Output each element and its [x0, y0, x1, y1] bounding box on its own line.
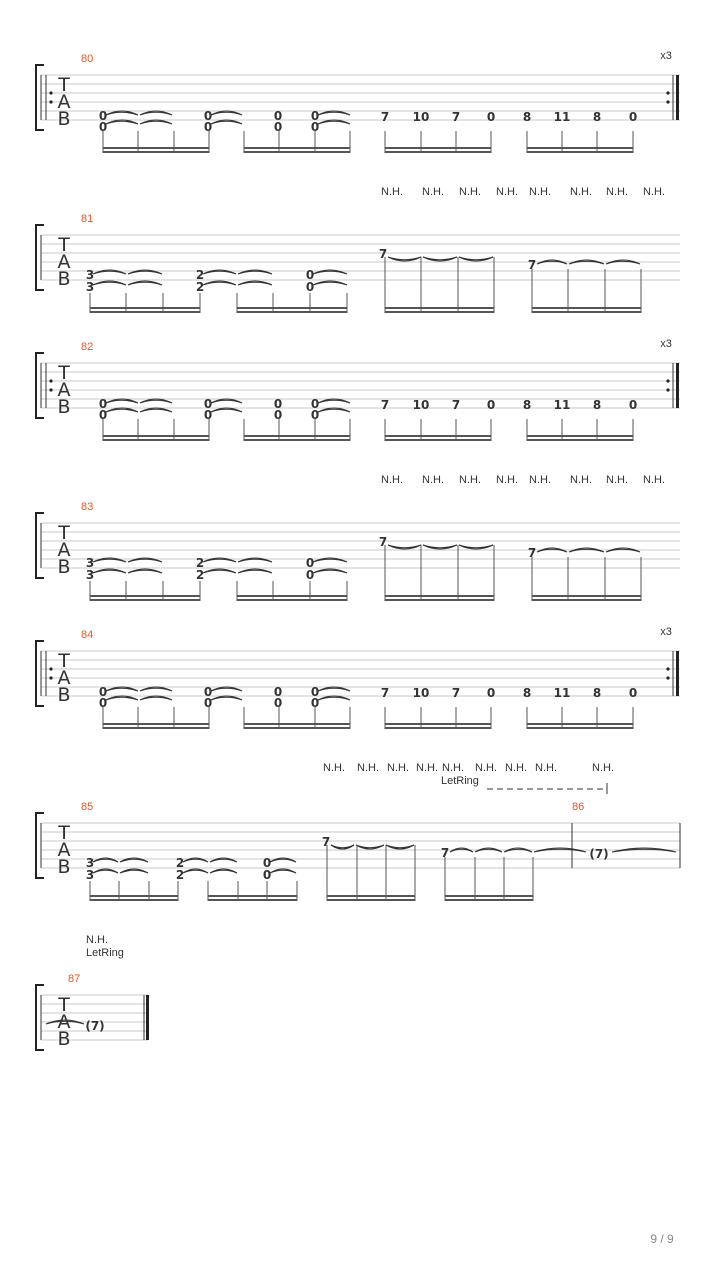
fret-number: 0 — [310, 109, 320, 123]
fret-number: 0 — [273, 408, 283, 422]
tie-arc — [318, 696, 350, 700]
tie-arc — [211, 408, 242, 412]
tab-clef-t: T — [58, 650, 70, 672]
fret-number: 7 — [378, 535, 388, 549]
natural-harmonic-label: N.H. — [535, 762, 557, 774]
tie-arc — [388, 257, 421, 261]
fret-number: 0 — [310, 685, 320, 699]
repeat-count: x3 — [660, 626, 672, 638]
tab-clef-b: B — [57, 556, 71, 578]
natural-harmonic-label: N.H. — [606, 186, 628, 198]
fret-number: 0 — [310, 696, 320, 710]
natural-harmonic-label: N.H. — [529, 186, 551, 198]
tie-arc — [318, 120, 350, 124]
tie-arc — [238, 569, 272, 573]
repeat-dot — [666, 676, 669, 679]
fret-number: 2 — [195, 268, 205, 282]
natural-harmonic-label: N.H. — [387, 762, 409, 774]
fret-number: 11 — [553, 398, 571, 412]
repeat-dot — [666, 100, 669, 103]
repeat-dot — [49, 379, 52, 382]
fret-number: 0 — [98, 120, 108, 134]
repeat-dot — [666, 388, 669, 391]
fret-number: 0 — [305, 568, 315, 582]
tab-clef-a: A — [57, 1011, 71, 1033]
fret-number: 0 — [273, 120, 283, 134]
fret-number: 2 — [195, 556, 205, 570]
tab-clef-a: A — [57, 379, 71, 401]
fret-number: 0 — [273, 397, 283, 411]
tie-arc — [211, 399, 242, 403]
natural-harmonic-label: N.H. — [459, 186, 481, 198]
tie-arc — [140, 399, 172, 403]
fret-number: (7) — [85, 1019, 105, 1033]
let-ring-label: LetRing — [86, 947, 124, 959]
tie-arc — [128, 569, 162, 573]
fret-number: 3 — [85, 556, 95, 570]
fret-number: 0 — [305, 556, 315, 570]
fret-number: 0 — [305, 268, 315, 282]
final-barline — [146, 995, 149, 1040]
natural-harmonic-label: N.H. — [381, 474, 403, 486]
fret-number: 7 — [451, 686, 461, 700]
tab-clef-t: T — [58, 362, 70, 384]
natural-harmonic-label: N.H. — [422, 474, 444, 486]
fret-number: 0 — [203, 397, 213, 411]
fret-number: 2 — [195, 568, 205, 582]
fret-number: 0 — [98, 696, 108, 710]
tie-arc — [140, 687, 172, 691]
fret-number: 0 — [486, 110, 496, 124]
fret-number: 3 — [85, 856, 95, 870]
final-barline — [676, 363, 679, 408]
tie-arc — [423, 545, 457, 549]
fret-number: 7 — [451, 110, 461, 124]
fret-number: 7 — [378, 247, 388, 261]
final-barline — [676, 75, 679, 120]
tie-arc — [211, 696, 242, 700]
fret-number: 8 — [592, 398, 602, 412]
fret-number: 0 — [310, 408, 320, 422]
natural-harmonic-label: N.H. — [496, 474, 518, 486]
fret-number: 0 — [98, 397, 108, 411]
fret-number: 0 — [486, 686, 496, 700]
fret-number: 3 — [85, 268, 95, 282]
fret-number: 0 — [628, 398, 638, 412]
natural-harmonic-label: N.H. — [592, 762, 614, 774]
natural-harmonic-label: N.H. — [381, 186, 403, 198]
tab-clef-t: T — [58, 822, 70, 844]
fret-number: 10 — [412, 398, 430, 412]
fret-number: 7 — [527, 258, 537, 272]
tie-arc — [388, 545, 421, 549]
tie-arc — [211, 120, 242, 124]
measure-number: 84 — [81, 629, 94, 641]
natural-harmonic-label: N.H. — [442, 762, 464, 774]
tab-clef-t: T — [58, 522, 70, 544]
measure-number: 86 — [572, 801, 585, 813]
natural-harmonic-label: N.H. — [475, 762, 497, 774]
repeat-dot — [49, 676, 52, 679]
fret-number: 7 — [440, 846, 450, 860]
measure-number: 87 — [68, 973, 81, 985]
repeat-dot — [49, 667, 52, 670]
tie-arc — [331, 845, 354, 849]
measure-number: 80 — [81, 53, 94, 65]
fret-number: (7) — [589, 847, 609, 861]
tab-clef-t: T — [58, 234, 70, 256]
tie-arc — [203, 281, 236, 285]
fret-number: 0 — [628, 110, 638, 124]
fret-number: 0 — [273, 109, 283, 123]
repeat-count: x3 — [660, 338, 672, 350]
tab-clef-b: B — [57, 684, 71, 706]
natural-harmonic-label: N.H. — [323, 762, 345, 774]
fret-number: 11 — [553, 686, 571, 700]
tie-arc — [459, 257, 493, 261]
tie-arc — [203, 569, 236, 573]
tie-arc — [106, 408, 138, 412]
natural-harmonic-label: N.H. — [643, 186, 665, 198]
natural-harmonic-label: N.H. — [570, 474, 592, 486]
fret-number: 0 — [273, 685, 283, 699]
fret-number: 3 — [85, 568, 95, 582]
fret-number: 0 — [203, 120, 213, 134]
measure-number: 82 — [81, 341, 94, 353]
natural-harmonic-label: N.H. — [422, 186, 444, 198]
fret-number: 0 — [203, 408, 213, 422]
tie-arc — [313, 281, 347, 285]
fret-number: 0 — [262, 868, 272, 882]
tie-arc — [356, 845, 384, 849]
tie-arc — [210, 869, 237, 873]
tie-arc — [140, 120, 172, 124]
tie-arc — [120, 869, 148, 873]
fret-number: 10 — [412, 686, 430, 700]
natural-harmonic-label: N.H. — [505, 762, 527, 774]
tie-arc — [211, 687, 242, 691]
tie-arc — [318, 399, 350, 403]
fret-number: 7 — [321, 835, 331, 849]
fret-number: 0 — [310, 397, 320, 411]
fret-number: 7 — [527, 546, 537, 560]
tie-arc — [270, 869, 296, 873]
tab-clef-a: A — [57, 91, 71, 113]
tie-arc — [93, 281, 126, 285]
tie-arc — [106, 111, 138, 115]
page-number: 9 / 9 — [650, 1232, 674, 1246]
tie-arc — [140, 696, 172, 700]
natural-harmonic-label: N.H. — [416, 762, 438, 774]
fret-number: 0 — [628, 686, 638, 700]
fret-number: 0 — [98, 685, 108, 699]
fret-number: 7 — [380, 110, 390, 124]
tie-arc — [386, 845, 414, 849]
tab-clef-a: A — [57, 539, 71, 561]
repeat-dot — [49, 91, 52, 94]
tie-arc — [106, 687, 138, 691]
fret-number: 0 — [98, 109, 108, 123]
fret-number: 8 — [522, 686, 532, 700]
tie-arc — [183, 869, 208, 873]
fret-number: 3 — [85, 868, 95, 882]
fret-number: 0 — [486, 398, 496, 412]
natural-harmonic-label: N.H. — [643, 474, 665, 486]
tie-arc — [423, 257, 457, 261]
fret-number: 3 — [85, 280, 95, 294]
measure-number: 85 — [81, 801, 94, 813]
fret-number: 7 — [380, 686, 390, 700]
fret-number: 10 — [412, 110, 430, 124]
natural-harmonic-label: N.H. — [86, 934, 108, 946]
fret-number: 11 — [553, 110, 571, 124]
fret-number: 0 — [203, 109, 213, 123]
fret-number: 2 — [195, 280, 205, 294]
natural-harmonic-label: N.H. — [357, 762, 379, 774]
tab-clef-b: B — [57, 108, 71, 130]
natural-harmonic-label: N.H. — [570, 186, 592, 198]
tab-clef-b: B — [57, 268, 71, 290]
repeat-dot — [666, 379, 669, 382]
tab-clef-b: B — [57, 1028, 71, 1050]
final-barline — [676, 651, 679, 696]
fret-number: 0 — [98, 408, 108, 422]
repeat-dot — [49, 100, 52, 103]
tie-arc — [318, 111, 350, 115]
let-ring-label: LetRing — [441, 775, 479, 787]
tab-clef-a: A — [57, 839, 71, 861]
natural-harmonic-label: N.H. — [496, 186, 518, 198]
tie-arc — [140, 408, 172, 412]
fret-number: 8 — [592, 110, 602, 124]
fret-number: 8 — [592, 686, 602, 700]
fret-number: 2 — [175, 868, 185, 882]
measure-number: 81 — [81, 213, 94, 225]
tab-clef-a: A — [57, 251, 71, 273]
tab-clef-b: B — [57, 856, 71, 878]
measure-number: 83 — [81, 501, 94, 513]
fret-number: 0 — [203, 685, 213, 699]
tie-arc — [238, 281, 272, 285]
fret-number: 0 — [203, 696, 213, 710]
fret-number: 0 — [262, 856, 272, 870]
tab-clef-t: T — [58, 994, 70, 1016]
tie-arc — [140, 111, 172, 115]
tie-arc — [106, 120, 138, 124]
tie-arc — [318, 687, 350, 691]
fret-number: 8 — [522, 398, 532, 412]
fret-number: 7 — [451, 398, 461, 412]
tab-clef-t: T — [58, 74, 70, 96]
fret-number: 2 — [175, 856, 185, 870]
natural-harmonic-label: N.H. — [606, 474, 628, 486]
repeat-dot — [666, 91, 669, 94]
repeat-dot — [49, 388, 52, 391]
natural-harmonic-label: N.H. — [529, 474, 551, 486]
repeat-dot — [666, 667, 669, 670]
tie-arc — [93, 869, 118, 873]
fret-number: 8 — [522, 110, 532, 124]
tie-arc — [211, 111, 242, 115]
tie-arc — [128, 281, 162, 285]
tie-arc — [313, 569, 347, 573]
tie-arc — [318, 408, 350, 412]
natural-harmonic-label: N.H. — [459, 474, 481, 486]
repeat-count: x3 — [660, 50, 672, 62]
tab-clef-b: B — [57, 396, 71, 418]
fret-number: 0 — [305, 280, 315, 294]
fret-number: 0 — [310, 120, 320, 134]
tie-arc — [459, 545, 493, 549]
tab-clef-a: A — [57, 667, 71, 689]
tie-arc — [93, 569, 126, 573]
tie-arc — [106, 696, 138, 700]
tie-arc — [106, 399, 138, 403]
fret-number: 7 — [380, 398, 390, 412]
fret-number: 0 — [273, 696, 283, 710]
